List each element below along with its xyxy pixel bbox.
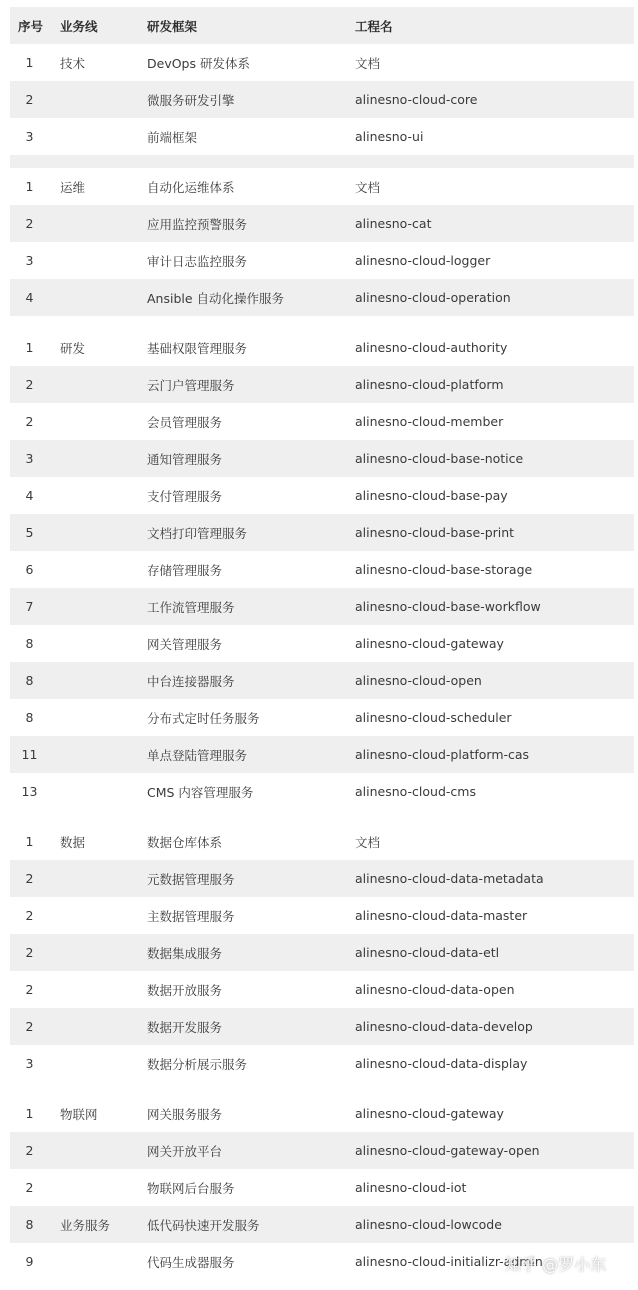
table-body bbox=[10, 44, 634, 1280]
cell-seq: 6 bbox=[25, 562, 34, 577]
cell-project: alinesno-cloud-iot bbox=[355, 1180, 467, 1195]
cell-seq: 1 bbox=[25, 834, 34, 849]
cell-project: alinesno-ui bbox=[355, 129, 424, 144]
cell-framework: CMS 内容管理服务 bbox=[147, 784, 254, 800]
table-row bbox=[10, 366, 634, 403]
cell-framework: DevOps 研发体系 bbox=[147, 55, 250, 71]
cell-seq: 5 bbox=[25, 525, 34, 540]
cell-framework: 数据仓库体系 bbox=[147, 834, 223, 850]
cell-seq: 4 bbox=[25, 290, 34, 305]
cell-project: alinesno-cloud-data-master bbox=[355, 908, 528, 923]
table-row bbox=[10, 551, 634, 588]
cell-framework: 代码生成器服务 bbox=[147, 1254, 235, 1270]
cell-seq: 2 bbox=[25, 871, 34, 886]
cell-project: alinesno-cloud-scheduler bbox=[355, 710, 512, 725]
cell-seq: 2 bbox=[25, 377, 34, 392]
cell-seq: 4 bbox=[25, 488, 34, 503]
cell-framework: 物联网后台服务 bbox=[147, 1180, 235, 1196]
cell-seq: 2 bbox=[25, 982, 34, 997]
cell-framework: 单点登陆管理服务 bbox=[147, 747, 248, 763]
cell-project: alinesno-cloud-base-storage bbox=[355, 562, 533, 577]
cell-seq: 9 bbox=[25, 1254, 34, 1269]
cell-project: alinesno-cloud-core bbox=[355, 92, 478, 107]
table-row bbox=[10, 44, 634, 81]
cell-framework: 会员管理服务 bbox=[147, 414, 223, 430]
cell-seq: 3 bbox=[25, 451, 34, 466]
table-row bbox=[10, 1206, 634, 1243]
cell-line: 技术 bbox=[60, 55, 86, 71]
cell-seq: 8 bbox=[25, 673, 34, 688]
cell-seq: 1 bbox=[25, 179, 34, 194]
cell-seq: 1 bbox=[25, 340, 34, 355]
cell-project: alinesno-cloud-platform bbox=[355, 377, 504, 392]
cell-framework: 审计日志监控服务 bbox=[147, 253, 248, 269]
table-row bbox=[10, 440, 634, 477]
cell-line: 研发 bbox=[60, 340, 86, 356]
cell-project: 文档 bbox=[355, 179, 381, 195]
cell-seq: 1 bbox=[25, 55, 34, 70]
cell-framework: 云门户管理服务 bbox=[147, 377, 235, 393]
table-row bbox=[10, 205, 634, 242]
cell-framework: 基础权限管理服务 bbox=[147, 340, 248, 356]
table-row bbox=[10, 773, 634, 810]
table-row bbox=[10, 625, 634, 662]
cell-project: alinesno-cloud-data-etl bbox=[355, 945, 500, 960]
cell-project: 文档 bbox=[355, 834, 381, 850]
table-row bbox=[10, 897, 634, 934]
cell-seq: 8 bbox=[25, 636, 34, 651]
cell-project: alinesno-cloud-base-pay bbox=[355, 488, 508, 503]
cell-framework: 自动化运维体系 bbox=[147, 179, 235, 195]
cell-line: 物联网 bbox=[60, 1106, 98, 1122]
table-row bbox=[10, 81, 634, 118]
cell-framework: Ansible 自动化操作服务 bbox=[147, 290, 285, 306]
table-row bbox=[10, 477, 634, 514]
cell-line: 数据 bbox=[60, 834, 86, 850]
group-separator bbox=[10, 1082, 634, 1095]
cell-seq: 2 bbox=[25, 1019, 34, 1034]
group-separator bbox=[10, 316, 634, 329]
cell-framework: 通知管理服务 bbox=[147, 451, 223, 467]
cell-seq: 1 bbox=[25, 1106, 34, 1121]
table-row bbox=[10, 971, 634, 1008]
cell-framework: 网关开放平台 bbox=[147, 1143, 223, 1159]
cell-framework: 微服务研发引擎 bbox=[147, 92, 235, 108]
cell-framework: 数据开发服务 bbox=[147, 1019, 223, 1035]
table-row bbox=[10, 168, 634, 205]
cell-project: alinesno-cloud-initializr-admin bbox=[355, 1254, 543, 1269]
table-row bbox=[10, 279, 634, 316]
cell-framework: 应用监控预警服务 bbox=[147, 216, 248, 232]
cell-seq: 8 bbox=[25, 710, 34, 725]
cell-framework: 网关管理服务 bbox=[147, 636, 223, 652]
cell-framework: 主数据管理服务 bbox=[147, 908, 235, 924]
cell-framework: 低代码快速开发服务 bbox=[147, 1217, 260, 1233]
watermark: 知乎 @罗小东 bbox=[505, 1255, 607, 1274]
cell-seq: 2 bbox=[25, 92, 34, 107]
cell-seq: 7 bbox=[25, 599, 34, 614]
cell-project: alinesno-cloud-data-open bbox=[355, 982, 515, 997]
table-row bbox=[10, 118, 634, 155]
table-row bbox=[10, 329, 634, 366]
cell-seq: 8 bbox=[25, 1217, 34, 1232]
cell-project: 文档 bbox=[355, 55, 381, 71]
cell-framework: 文档打印管理服务 bbox=[147, 525, 248, 541]
cell-project: alinesno-cloud-open bbox=[355, 673, 482, 688]
cell-framework: 数据开放服务 bbox=[147, 982, 223, 998]
cell-line: 业务服务 bbox=[60, 1217, 111, 1233]
cell-project: alinesno-cloud-logger bbox=[355, 253, 491, 268]
cell-project: alinesno-cloud-authority bbox=[355, 340, 508, 355]
cell-project: alinesno-cloud-gateway bbox=[355, 1106, 504, 1121]
cell-framework: 数据分析展示服务 bbox=[147, 1056, 248, 1072]
table-row bbox=[10, 662, 634, 699]
table-row bbox=[10, 823, 634, 860]
cell-framework: 数据集成服务 bbox=[147, 945, 223, 961]
table-row bbox=[10, 699, 634, 736]
cell-project: alinesno-cloud-data-display bbox=[355, 1056, 528, 1071]
cell-seq: 2 bbox=[25, 414, 34, 429]
cell-project: alinesno-cloud-lowcode bbox=[355, 1217, 502, 1232]
cell-project: alinesno-cat bbox=[355, 216, 432, 231]
table-header bbox=[10, 7, 634, 44]
header-line: 业务线 bbox=[60, 18, 98, 34]
cell-project: alinesno-cloud-data-develop bbox=[355, 1019, 533, 1034]
cell-seq: 3 bbox=[25, 1056, 34, 1071]
cell-line: 运维 bbox=[60, 179, 86, 195]
cell-seq: 2 bbox=[25, 945, 34, 960]
cell-project: alinesno-cloud-platform-cas bbox=[355, 747, 530, 762]
cell-project: alinesno-cloud-gateway bbox=[355, 636, 504, 651]
group-separator bbox=[10, 155, 634, 168]
table-row bbox=[10, 860, 634, 897]
project-table bbox=[10, 7, 634, 1280]
cell-project: alinesno-cloud-operation bbox=[355, 290, 511, 305]
cell-project: alinesno-cloud-member bbox=[355, 414, 504, 429]
cell-project: alinesno-cloud-data-metadata bbox=[355, 871, 544, 886]
table-row bbox=[10, 1095, 634, 1132]
cell-framework: 存储管理服务 bbox=[147, 562, 223, 578]
cell-project: alinesno-cloud-cms bbox=[355, 784, 476, 799]
table-row bbox=[10, 1045, 634, 1082]
cell-framework: 支付管理服务 bbox=[147, 488, 223, 504]
cell-seq: 2 bbox=[25, 1180, 34, 1195]
cell-project: alinesno-cloud-gateway-open bbox=[355, 1143, 540, 1158]
table-row bbox=[10, 1132, 634, 1169]
table-row bbox=[10, 242, 634, 279]
cell-project: alinesno-cloud-base-workflow bbox=[355, 599, 541, 614]
cell-framework: 前端框架 bbox=[147, 129, 198, 145]
table-row bbox=[10, 736, 634, 773]
table-row bbox=[10, 934, 634, 971]
cell-seq: 13 bbox=[21, 784, 38, 799]
cell-framework: 分布式定时任务服务 bbox=[147, 710, 260, 726]
table-row bbox=[10, 1169, 634, 1206]
cell-project: alinesno-cloud-base-print bbox=[355, 525, 515, 540]
cell-seq: 11 bbox=[21, 747, 38, 762]
header-framework: 研发框架 bbox=[147, 18, 198, 34]
cell-seq: 3 bbox=[25, 129, 34, 144]
cell-seq: 2 bbox=[25, 216, 34, 231]
cell-framework: 网关服务服务 bbox=[147, 1106, 223, 1122]
group-separator bbox=[10, 810, 634, 823]
cell-framework: 中台连接器服务 bbox=[147, 673, 235, 689]
table-row bbox=[10, 403, 634, 440]
header-project: 工程名 bbox=[355, 18, 393, 34]
cell-framework: 元数据管理服务 bbox=[147, 871, 235, 887]
header-seq: 序号 bbox=[18, 18, 44, 34]
cell-project: alinesno-cloud-base-notice bbox=[355, 451, 524, 466]
cell-seq: 2 bbox=[25, 1143, 34, 1158]
cell-seq: 2 bbox=[25, 908, 34, 923]
table-row bbox=[10, 514, 634, 551]
table-row bbox=[10, 588, 634, 625]
cell-seq: 3 bbox=[25, 253, 34, 268]
cell-framework: 工作流管理服务 bbox=[147, 599, 235, 615]
table-row bbox=[10, 1008, 634, 1045]
